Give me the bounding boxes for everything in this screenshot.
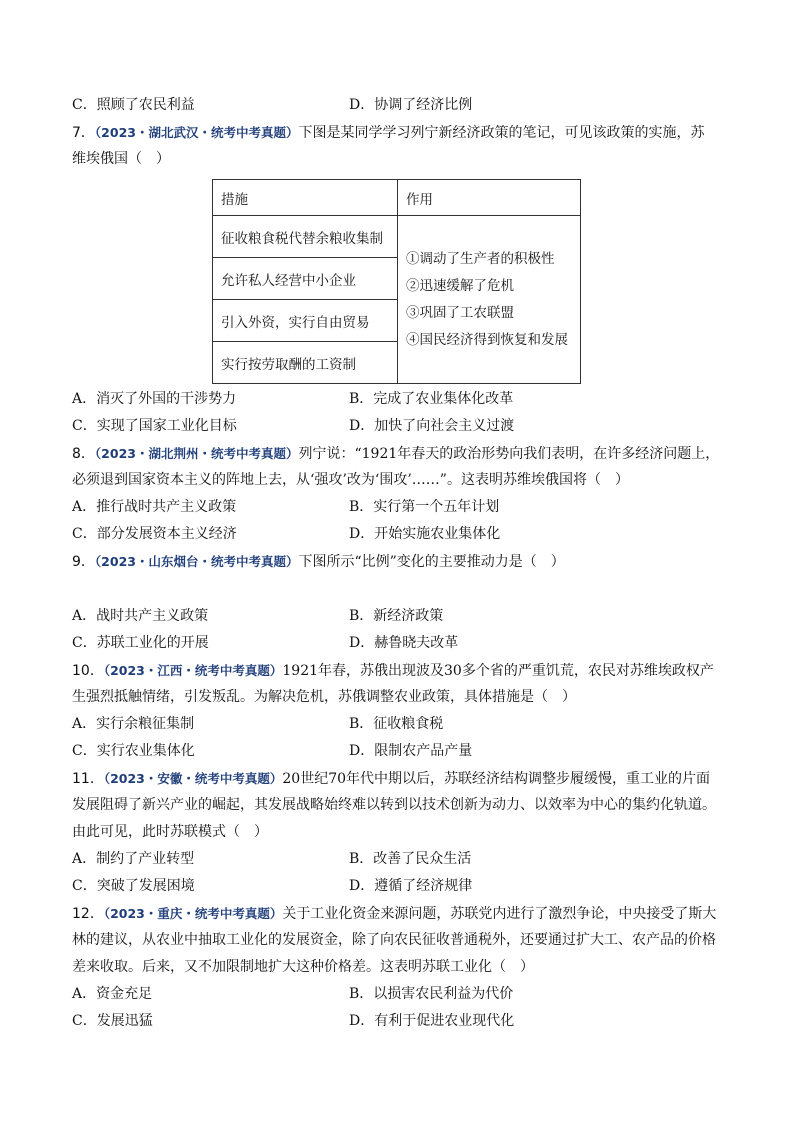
- q8-source: （2023・湖北荆州・统考中考真题）: [94, 446, 299, 461]
- q8-stem-text-1: 列宁说：“1921年春天的政治形势向我们表明，在许多经济问题上，: [298, 446, 720, 462]
- effect-1: ①调动了生产者的积极性: [406, 250, 555, 267]
- q11-source: （2023・安徽・统考中考真题）: [103, 771, 283, 786]
- q11-option-d[interactable]: D．遵循了经济规律: [349, 878, 473, 894]
- q8-option-c[interactable]: C．部分发展资本主义经济: [72, 526, 237, 542]
- q9-number: 9．: [72, 554, 95, 570]
- q8-stem: [72, 440, 732, 467]
- q8-options-row-2: [72, 521, 732, 548]
- q8-option-a[interactable]: A．推行战时共产主义政策: [72, 499, 237, 515]
- q10-source: （2023・江西・统考中考真题）: [103, 663, 283, 678]
- q12-source: （2023・重庆・统考中考真题）: [103, 906, 283, 921]
- q9-option-c[interactable]: C．苏联工业化的开展: [72, 635, 209, 651]
- effect-4: ④国民经济得到恢复和发展: [406, 331, 568, 348]
- q7-stem: [72, 119, 732, 146]
- q10-stem-line-2: 生强烈抵触情绪，引发叛乱。为解决危机，苏俄调整农业政策，具体措施是（ ）: [72, 689, 576, 705]
- q11-options-row-1: [72, 846, 732, 873]
- q10-option-b[interactable]: B．征收粮食税: [349, 716, 444, 732]
- measure-3: 引入外资，实行自由贸易: [213, 300, 398, 342]
- table-header-effects: 作用: [398, 180, 581, 216]
- q10-option-d[interactable]: D．限制农产品产量: [349, 743, 473, 759]
- q12-stem-text-1: 关于工业化资金来源问题，苏联党内进行了激烈争论，中央接受了斯大: [282, 906, 717, 922]
- q12-option-a[interactable]: A．资金充足: [72, 986, 153, 1002]
- q11-option-b[interactable]: B．改善了民众生活: [349, 851, 472, 867]
- q9-options-row-2: [72, 630, 732, 657]
- q7-stem-text-1: 下图是某同学学习列宁新经济政策的笔记，可见该政策的实施，苏: [298, 125, 705, 141]
- q6-option-d[interactable]: D．协调了经济比例: [349, 97, 473, 113]
- q6-option-c[interactable]: C．照顾了农民利益: [72, 97, 195, 113]
- q7-number: 7．: [72, 125, 95, 141]
- q6-options-row: [72, 92, 732, 119]
- q7-options-row-1: [72, 386, 732, 413]
- q12-number: 12．: [72, 906, 104, 922]
- q7-options-row-2: [72, 413, 732, 440]
- q9-stem-text-1: 下图所示“比例”变化的主要推动力是（ ）: [298, 554, 565, 570]
- q11-option-c[interactable]: C．突破了发展困境: [72, 878, 195, 894]
- q10-option-c[interactable]: C．实行农业集体化: [72, 743, 195, 759]
- q12-option-b[interactable]: B．以损害农民利益为代价: [349, 986, 514, 1002]
- q10-stem: [72, 657, 732, 684]
- q8-option-b[interactable]: B．实行第一个五年计划: [349, 499, 500, 515]
- q12-options-row-1: [72, 981, 732, 1008]
- q10-number: 10．: [72, 663, 104, 679]
- q10-options-row-2: [72, 738, 732, 765]
- question-sheet: [72, 92, 732, 1035]
- q12-options-row-2: [72, 1008, 732, 1035]
- q11-number: 11．: [72, 771, 104, 787]
- q9-options-row-1: [72, 603, 732, 630]
- q9-source: （2023・山东烟台・统考中考真题）: [94, 554, 299, 569]
- q7-option-a[interactable]: A．消灭了外国的干涉势力: [72, 391, 237, 407]
- q7-option-c[interactable]: C．实现了国家工业化目标: [72, 418, 237, 434]
- q7-source: （2023・湖北武汉・统考中考真题）: [94, 125, 299, 140]
- q9-stem: [72, 548, 732, 575]
- q12-stem-line-2: 林的建议，从农业中抽取工业化的发展资金，除了向农民征收普通税外，还要通过扩大工、农产品的价格: [72, 932, 716, 948]
- q8-stem-line-2: 必须退到国家资本主义的阵地上去，从‘强攻’改为‘围攻’……”。这表明苏维埃俄国将（ ）: [72, 472, 629, 488]
- q11-stem-text-1: 20世纪70年代中期以后，苏联经济结构调整步履缓慢，重工业的片面: [282, 771, 711, 787]
- q11-stem: [72, 765, 732, 792]
- q9-option-b[interactable]: B．新经济政策: [349, 608, 444, 624]
- q8-option-d[interactable]: D．开始实施农业集体化: [349, 526, 501, 542]
- q11-options-row-2: [72, 873, 732, 900]
- q9-option-a[interactable]: A．战时共产主义政策: [72, 608, 209, 624]
- q12-stem: [72, 900, 732, 927]
- q11-option-a[interactable]: A．制约了产业转型: [72, 851, 195, 867]
- q9-figure-space: [72, 575, 732, 603]
- q9-option-d[interactable]: D．赫鲁晓夫改革: [349, 635, 459, 651]
- q11-stem-line-3: 由此可见，此时苏联模式（ ）: [72, 824, 268, 840]
- q12-option-d[interactable]: D．有利于促进农业现代化: [349, 1013, 515, 1029]
- q12-stem-line-3: 差来收取。后来，又不加限制地扩大这种价格差。这表明苏联工业化（ ）: [72, 959, 534, 975]
- q10-option-a[interactable]: A．实行余粮征集制: [72, 716, 195, 732]
- q12-option-c[interactable]: C．发展迅猛: [72, 1013, 153, 1029]
- effect-2: ②迅速缓解了危机: [406, 277, 514, 294]
- q7-option-b[interactable]: B．完成了农业集体化改革: [349, 391, 514, 407]
- q8-number: 8．: [72, 446, 95, 462]
- effect-3: ③巩固了工农联盟: [406, 304, 514, 321]
- q7-stem-line-2: 维埃俄国（ ）: [72, 151, 170, 167]
- measure-4: 实行按劳取酬的工资制: [213, 342, 398, 384]
- measure-1: 征收粮食税代替余粮收集制: [213, 216, 398, 258]
- effects-cell: [398, 216, 581, 384]
- q11-stem-line-2: 发展阻碍了新兴产业的崛起，其发展战略始终难以转到以技术创新为动力、以效率为中心的集约化轨道。: [72, 797, 716, 813]
- q7-option-d[interactable]: D．加快了向社会主义过渡: [349, 418, 515, 434]
- q8-options-row-1: [72, 494, 732, 521]
- q10-options-row-1: [72, 711, 732, 738]
- q10-stem-text-1: 1921年春，苏俄出现波及30多个省的严重饥荒，农民对苏维埃政权产: [282, 663, 714, 679]
- measure-2: 允许私人经营中小企业: [213, 258, 398, 300]
- q7-notes-table: [212, 179, 581, 384]
- table-header-measures: 措施: [213, 180, 398, 216]
